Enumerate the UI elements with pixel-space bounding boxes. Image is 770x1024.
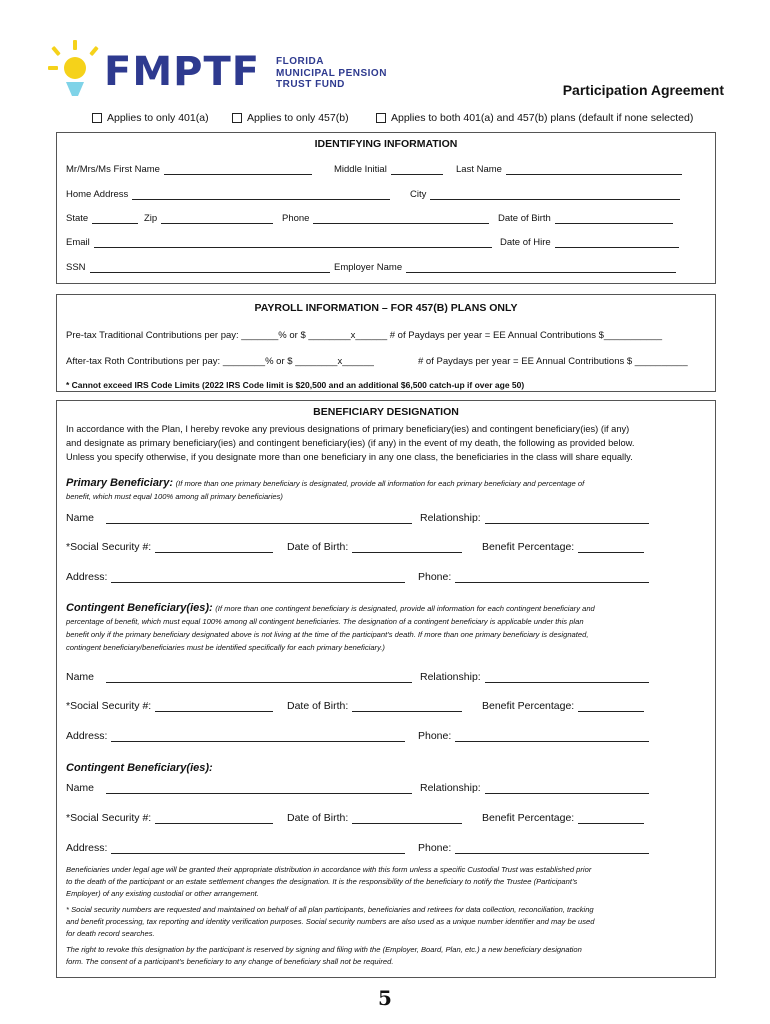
email-field[interactable]: Email	[66, 237, 492, 248]
checkbox-401a[interactable]	[92, 113, 102, 123]
pretax-contribution-row[interactable]: Pre-tax Traditional Contributions per pay: _______% or $ ________x______ # of Paydays per year = EE Annual Contributions $___________	[66, 330, 663, 341]
plan-option-457b[interactable]: Applies to only 457(b)	[232, 112, 349, 124]
employer-name-field[interactable]: Employer Name	[334, 262, 676, 273]
primary-benefit-percentage-field[interactable]: Benefit Percentage:	[482, 541, 644, 553]
contingent1-relationship-field[interactable]: Relationship:	[420, 671, 649, 683]
section-title: BENEFICIARY DESIGNATION	[313, 406, 459, 418]
contingent2-dob-field[interactable]: Date of Birth:	[287, 812, 462, 824]
checkbox-both[interactable]	[376, 113, 386, 123]
primary-beneficiary-header: Primary Beneficiary: (If more than one primary beneficiary is designated, provide all information for each primary beneficiary and percentage of benefit, which must equal 100% among all primary beneficiaries)	[66, 477, 585, 501]
middle-initial-field[interactable]: Middle Initial	[334, 164, 443, 175]
contingent1-benefit-percentage-field[interactable]: Benefit Percentage:	[482, 700, 644, 712]
page-title: Participation Agreement	[562, 82, 724, 98]
state-field[interactable]: State	[66, 213, 138, 224]
zip-field[interactable]: Zip	[144, 213, 273, 224]
home-address-field[interactable]: Home Address	[66, 189, 390, 200]
last-name-field[interactable]: Last Name	[456, 164, 682, 175]
payroll-section	[56, 294, 716, 392]
city-field[interactable]: City	[410, 189, 680, 200]
logo-subtitle: FLORIDA MUNICIPAL PENSION TRUST FUND	[276, 56, 387, 90]
first-name-field[interactable]: Mr/Mrs/Ms First Name	[66, 164, 312, 175]
plan-option-both[interactable]: Applies to both 401(a) and 457(b) plans (default if none selected)	[376, 112, 693, 124]
sun-logo-icon	[48, 38, 106, 100]
contingent1-phone-field[interactable]: Phone:	[418, 730, 649, 742]
contingent2-ssn-field[interactable]: *Social Security #:	[66, 812, 273, 824]
page-number: 5	[378, 986, 392, 1010]
contingent1-ssn-field[interactable]: *Social Security #:	[66, 700, 273, 712]
contingent2-relationship-field[interactable]: Relationship:	[420, 782, 649, 794]
logo-wordmark: FMPTF	[104, 49, 261, 95]
irs-limit-note: * Cannot exceed IRS Code Limits (2022 IRS Code limit is $20,500 and an additional $6,500 catch-up if over age 50)	[66, 380, 525, 390]
beneficiary-intro: In accordance with the Plan, I hereby revoke any previous designations of primary beneficiary(ies) and contingent beneficiary(ies) (if any) and designate as primary beneficiary(ies) and contingent beneficiary(ies) (if any) in the event of my death, the following as provided below. Unless you specify otherwise, if you designate more than one beneficiary in any one class, the beneficiaries in the class will share equally.	[66, 424, 635, 462]
aftertax-paydays-row[interactable]: # of Paydays per year = EE Annual Contributions $ __________	[418, 356, 688, 367]
primary-phone-field[interactable]: Phone:	[418, 571, 649, 583]
revocation-note: The right to revoke this designation by the participant is reserved by signing and filing with the (Employer, Board, Plan, etc.) a new beneficiary designation form. The consent of a participant’s beneficiary to any change of beneficiary shall not be required.	[66, 945, 582, 966]
contingent2-benefit-percentage-field[interactable]: Benefit Percentage:	[482, 812, 644, 824]
contingent2-name-field[interactable]: Name	[66, 782, 412, 794]
contingent1-name-field[interactable]: Name	[66, 671, 412, 683]
ssn-field[interactable]: SSN	[66, 262, 330, 273]
custodial-note: Beneficiaries under legal age will be granted their appropriate distribution in accordance with this form unless a specific Custodial Trust was established prior to the death of the participant or an estate settlement changes the designation. It is the responsibility of the beneficiary to notify the Trustee (Participant’s Employer) of any existing custodial or other arrangement.	[66, 865, 592, 898]
contingent-beneficiary-header: Contingent Beneficiary(ies): (If more than one contingent beneficiary is designated, provide all information for each contingent beneficiary and percentage of benefit, which must equal 100% among all contingent beneficiaries. The designation of a contingent beneficiary is applicable under this plan benefit only if the primary beneficiary designated above is not living at the time of the participant’s death. If more than one primary beneficiary is designated, contingent beneficiary/beneficiaries must be identified specifically for each primary beneficiary.)	[66, 602, 595, 652]
primary-name-field[interactable]: Name	[66, 512, 412, 524]
checkbox-457b[interactable]	[232, 113, 242, 123]
ssn-note: * Social security numbers are requested and maintained on behalf of all plan participants, beneficiaries and retirees for data collection, reconciliation, tracking and benefit processing, tax reporting and identity verification purposes. Social security numbers are also used as a unique number identifier and may be used for death record searches.	[66, 905, 595, 938]
section-title: IDENTIFYING INFORMATION	[314, 138, 458, 150]
primary-ssn-field[interactable]: *Social Security #:	[66, 541, 273, 553]
primary-address-field[interactable]: Address:	[66, 571, 405, 583]
contingent1-dob-field[interactable]: Date of Birth:	[287, 700, 462, 712]
plan-option-401a[interactable]: Applies to only 401(a)	[92, 112, 209, 124]
contingent2-heading: Contingent Beneficiary(ies):	[66, 762, 213, 774]
primary-relationship-field[interactable]: Relationship:	[420, 512, 649, 524]
section-title: PAYROLL INFORMATION – FOR 457(B) PLANS ONLY	[254, 302, 518, 314]
date-of-birth-field[interactable]: Date of Birth	[498, 213, 673, 224]
date-of-hire-field[interactable]: Date of Hire	[500, 237, 679, 248]
primary-dob-field[interactable]: Date of Birth:	[287, 541, 462, 553]
aftertax-contribution-row[interactable]: After-tax Roth Contributions per pay: ________% or $ ________x______	[66, 356, 374, 367]
phone-field[interactable]: Phone	[282, 213, 489, 224]
contingent2-phone-field[interactable]: Phone:	[418, 842, 649, 854]
contingent1-address-field[interactable]: Address:	[66, 730, 405, 742]
contingent2-address-field[interactable]: Address:	[66, 842, 405, 854]
